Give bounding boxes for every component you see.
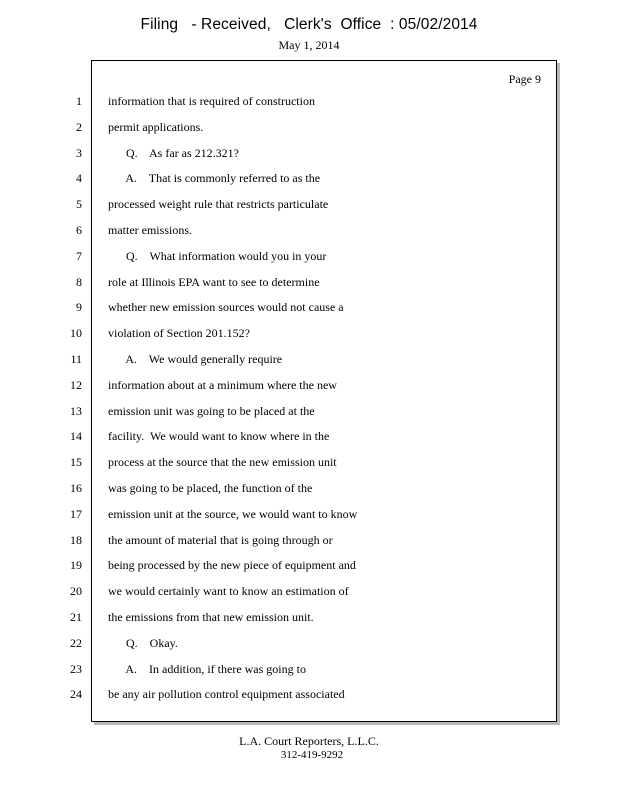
line-number: 12: [70, 378, 82, 392]
line-number: 21: [70, 610, 82, 624]
line-text: processed weight rule that restricts particulate: [108, 197, 329, 211]
line-text: A. We would generally require: [108, 352, 283, 366]
line-number: 17: [70, 507, 82, 521]
line-text: was going to be placed, the function of the: [108, 481, 313, 495]
line-number: 15: [70, 455, 82, 469]
court-reporter-phone: 312-419-9292: [280, 749, 344, 761]
line-number: 22: [70, 636, 82, 650]
line-text: whether new emission sources would not cause a: [108, 300, 344, 314]
line-number: 20: [70, 584, 82, 598]
line-text: Q. As far as 212.321?: [108, 146, 239, 160]
line-number: 14: [70, 429, 82, 443]
line-number: 5: [76, 197, 82, 211]
line-number: 1: [76, 94, 82, 108]
line-number: 11: [70, 352, 82, 366]
line-text: A. That is commonly referred to as the: [108, 171, 321, 185]
line-text: the amount of material that is going through or: [108, 533, 333, 547]
line-number: 9: [76, 300, 82, 314]
court-reporter-name: L.A. Court Reporters, L.L.C.: [239, 734, 379, 748]
line-text: matter emissions.: [108, 223, 192, 237]
line-number: 13: [70, 404, 82, 418]
line-text: violation of Section 201.152?: [108, 326, 250, 340]
line-text: information that is required of construction: [108, 94, 315, 108]
line-number: 4: [76, 171, 82, 185]
line-text: role at Illinois EPA want to see to determine: [108, 275, 320, 289]
line-text: information about at a minimum where the new: [108, 378, 337, 392]
line-number: 7: [76, 249, 82, 263]
line-number: 6: [76, 223, 82, 237]
line-text: process at the source that the new emission unit: [108, 455, 337, 469]
line-number: 19: [70, 558, 82, 572]
line-text: Q. What information would you in your: [108, 249, 327, 263]
filing-stamp: Filing - Received, Clerk's Office : 05/02/2014: [140, 16, 478, 33]
line-number: 2: [76, 120, 82, 134]
page-number: Page 9: [508, 72, 541, 86]
line-number: 23: [70, 662, 82, 676]
line-number: 3: [76, 146, 82, 160]
line-text: A. In addition, if there was going to: [108, 662, 306, 676]
line-text: being processed by the new piece of equipment and: [108, 558, 356, 572]
line-text: Q. Okay.: [108, 636, 178, 650]
line-text: the emissions from that new emission unit.: [108, 610, 314, 624]
line-text: be any air pollution control equipment associated: [108, 687, 345, 701]
line-text: emission unit at the source, we would want to know: [108, 507, 358, 521]
line-text: permit applications.: [108, 120, 204, 134]
line-text: we would certainly want to know an estimation of: [108, 584, 349, 598]
line-number: 16: [70, 481, 82, 495]
line-number: 10: [70, 326, 82, 340]
line-number: 18: [70, 533, 82, 547]
line-text: facility. We would want to know where in the: [108, 429, 330, 443]
line-number: 8: [76, 275, 82, 289]
line-text: emission unit was going to be placed at the: [108, 404, 315, 418]
line-number: 24: [70, 687, 82, 701]
transcript-date: May 1, 2014: [278, 38, 340, 52]
